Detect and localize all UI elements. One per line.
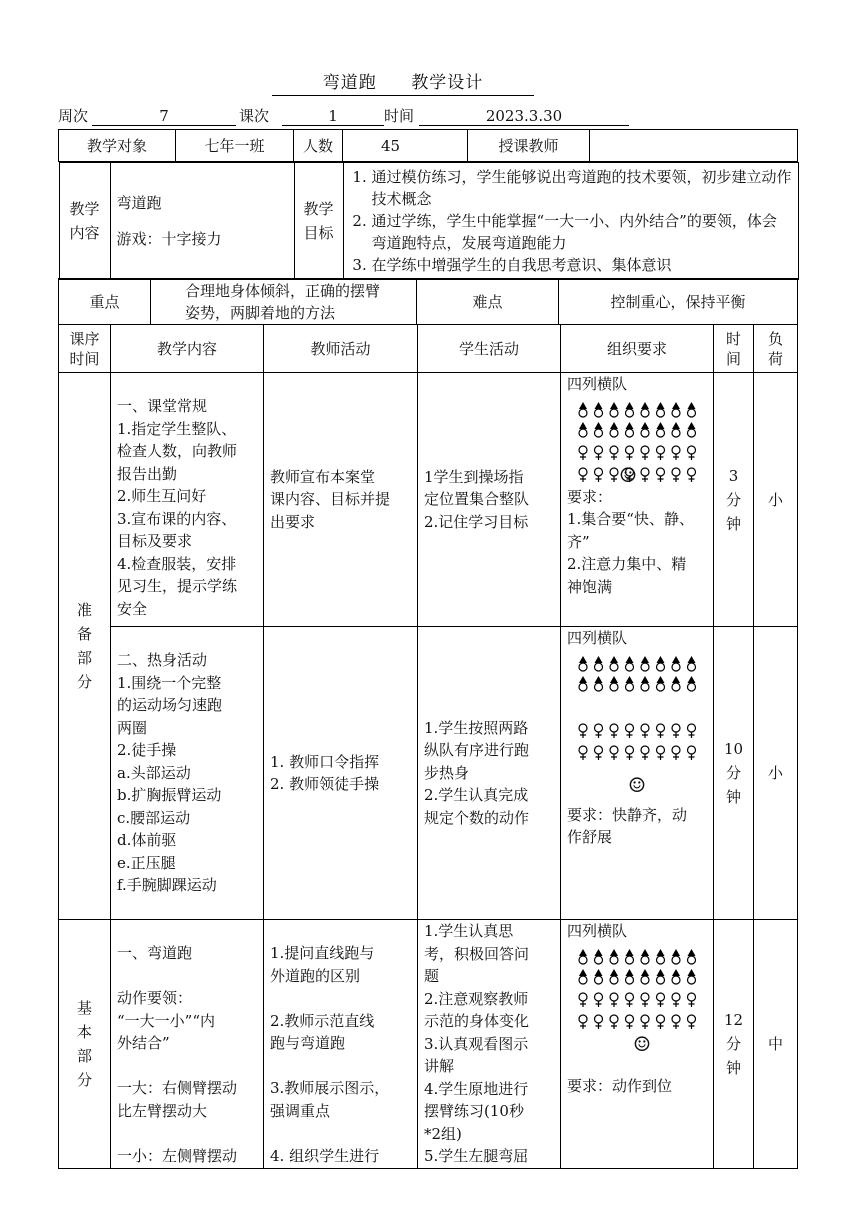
- content-line: 比左臂摆动大: [117, 1101, 208, 1120]
- student-figure-icon: [657, 402, 665, 417]
- student-figure-icon: [579, 676, 587, 691]
- teacher-line: 2.教师示范直线: [270, 1011, 375, 1030]
- formation-diagram: [575, 400, 707, 486]
- col-time-text: 时间: [725, 329, 741, 368]
- goal-item: 1. 通过模仿练习，学生能够说出弯道跑的技术要领，初步建立动作技术概念: [372, 166, 792, 210]
- student-figure-icon: [626, 949, 634, 964]
- student-figure-icon: [610, 402, 618, 417]
- student-figure-icon: [626, 676, 634, 691]
- student-figure-icon: [595, 949, 603, 964]
- lesson-table: [58, 324, 798, 1169]
- student-figure-down-icon: [595, 446, 603, 460]
- student-figure-icon: [595, 656, 603, 671]
- student-figure-icon: [672, 422, 680, 437]
- student-figure-icon: [626, 969, 634, 984]
- content-line: b.扩胸振臂运动: [117, 786, 222, 805]
- org-line: 要求：: [567, 487, 613, 506]
- student-figure-down-icon: [688, 746, 696, 760]
- formation-diagram: [575, 947, 707, 1033]
- difficulty-value: 控制重心，保持平衡: [559, 279, 798, 325]
- org-line: 2.注意力集中、精: [567, 555, 687, 573]
- student-line: 4.学生原地进行: [424, 1079, 529, 1098]
- student-figure-icon: [595, 402, 603, 417]
- content-line: [117, 1122, 257, 1145]
- time-label: 时间: [384, 107, 415, 125]
- student-line: 考，积极回答问: [424, 944, 530, 963]
- student-figure-icon: [672, 969, 680, 984]
- row3-time: [714, 920, 754, 1169]
- student-figure-icon: [688, 656, 696, 671]
- content-item: 游戏：十字接力: [116, 230, 222, 248]
- student-figure-icon: [672, 676, 680, 691]
- row3-student: [418, 920, 561, 1169]
- student-figure-down-icon: [672, 993, 680, 1007]
- student-figure-down-icon: [626, 993, 634, 1007]
- teacher-value: [590, 130, 798, 162]
- student-figure-icon: [610, 969, 618, 984]
- goal-item: 2. 通过学练，学生中能掌握“一大一小、内外结合”的要领，体会弯道跑特点，发展弯道跑能力: [372, 210, 792, 254]
- content-line: 的运动场匀速跑: [117, 696, 223, 715]
- student-figure-icon: [688, 402, 696, 417]
- teacher-label: 授课教师: [468, 130, 590, 162]
- student-figure-icon: [657, 656, 665, 671]
- teacher-line: [270, 1122, 411, 1145]
- row1-content: [111, 373, 264, 627]
- student-figure-down-icon: [610, 746, 618, 760]
- key-table: [58, 278, 798, 325]
- col-org: 组织要求: [561, 325, 714, 373]
- student-figure-icon: [657, 949, 665, 964]
- teacher-line: 1. 教师口令指挥: [270, 752, 380, 771]
- row1-load: 小: [754, 373, 798, 627]
- student-figure-down-icon: [626, 746, 634, 760]
- content-line: e.正压腿: [117, 853, 176, 872]
- student-figure-down-icon: [672, 724, 680, 738]
- student-figure-icon: [641, 969, 649, 984]
- student-figure-down-icon: [610, 724, 618, 738]
- goals-list: [350, 166, 792, 276]
- info-table: [58, 129, 798, 280]
- student-figure-down-icon: [641, 746, 649, 760]
- time-value: 2023.3.30: [419, 104, 629, 126]
- time-text: 3分钟: [725, 466, 741, 533]
- row1-teacher: [264, 373, 418, 627]
- goal-item: 3. 在学练中增强学生的自我思考意识、集体意识: [372, 254, 792, 276]
- time-text: 10分钟: [723, 740, 744, 806]
- row2-content: [111, 627, 264, 920]
- student-figure-down-icon: [688, 993, 696, 1007]
- section-basic: [59, 920, 111, 1169]
- row3-teacher: [264, 920, 418, 1169]
- teacher-line: 强调重点: [270, 1101, 331, 1120]
- col-teacher: 教师活动: [264, 325, 418, 373]
- row1-time: [714, 373, 754, 627]
- student-figure-icon: [626, 422, 634, 437]
- content-line: 两圈: [117, 718, 148, 737]
- col-load: [754, 325, 798, 373]
- content-line: d.体前驱: [117, 831, 177, 850]
- student-figure-icon: [657, 969, 665, 984]
- row3-load: 中: [754, 920, 798, 1169]
- student-figure-down-icon: [595, 1015, 603, 1029]
- student-figure-icon: [657, 676, 665, 691]
- count-label: 人数: [294, 130, 343, 162]
- student-figure-down-icon: [657, 1015, 665, 1029]
- student-figure-icon: [595, 969, 603, 984]
- row2-time: [714, 627, 754, 920]
- student-figure-down-icon: [579, 724, 587, 738]
- org-line: 作舒展: [567, 828, 613, 846]
- org-title: 四列横队: [567, 629, 628, 647]
- teacher-line: 外道跑的区别: [270, 966, 361, 985]
- difficulty-label: 难点: [417, 279, 559, 325]
- student-figure-icon: [657, 422, 665, 437]
- col-load-text: 负荷: [767, 329, 783, 368]
- teacher-line: [270, 987, 411, 1010]
- content-line: 安全: [117, 599, 148, 618]
- lesson-label: 课次: [239, 107, 270, 125]
- content-goal-table: [59, 162, 799, 280]
- student-figure-icon: [626, 656, 634, 671]
- student-figure-icon: [595, 676, 603, 691]
- student-figure-down-icon: [626, 724, 634, 738]
- student-figure-icon: [688, 949, 696, 964]
- student-figure-icon: [610, 422, 618, 437]
- student-figure-icon: [672, 402, 680, 417]
- content-line: 目标及要求: [117, 532, 193, 550]
- teacher-line: 4. 组织学生进行: [270, 1146, 380, 1165]
- student-line: 定位置集合整队: [424, 490, 530, 509]
- time-text: 12分钟: [723, 1010, 744, 1077]
- student-figure-icon: [579, 969, 587, 984]
- section-prep-text: 准备部分: [76, 601, 92, 691]
- student-figure-down-icon: [641, 993, 649, 1007]
- student-figure-down-icon: [672, 1015, 680, 1029]
- content-line: 1.指定学生整队、: [117, 419, 237, 438]
- content-line: 见习生，提示学练: [117, 577, 238, 595]
- student-figure-down-icon: [595, 993, 603, 1007]
- content-items: [110, 163, 294, 280]
- row1-org: [561, 373, 714, 627]
- student-figure-down-icon: [641, 724, 649, 738]
- content-line: 一大：右侧臂摆动: [117, 1079, 238, 1097]
- student-figure-down-icon: [672, 746, 680, 760]
- teacher-line: 跑与弯道跑: [270, 1034, 346, 1052]
- student-figure-icon: [579, 949, 587, 964]
- count-value: 45: [343, 130, 468, 162]
- target-value: 七年一班: [176, 130, 294, 162]
- student-line: 讲解: [424, 1057, 455, 1075]
- student-figure-icon: [688, 969, 696, 984]
- content-line: 2.徒手操: [117, 741, 177, 760]
- student-figure-icon: [610, 949, 618, 964]
- student-figure-icon: [610, 676, 618, 691]
- student-line: 示范的身体变化: [424, 1012, 530, 1030]
- week-value: 7: [92, 104, 236, 126]
- content-line: 3.宣布课的内容、: [117, 509, 237, 528]
- student-figure-icon: [641, 422, 649, 437]
- student-line: 纵队有序进行跑: [424, 741, 530, 760]
- student-figure-icon: [579, 422, 587, 437]
- student-figure-down-icon: [626, 446, 634, 460]
- student-figure-down-icon: [672, 446, 680, 460]
- student-figure-down-icon: [579, 1015, 587, 1029]
- student-figure-icon: [688, 422, 696, 437]
- student-line: 5.学生左腿弯屈: [424, 1147, 529, 1165]
- student-figure-icon: [626, 402, 634, 417]
- student-line: *2组): [424, 1124, 462, 1143]
- content-line: 外结合”: [117, 1034, 170, 1052]
- student-figure-down-icon: [657, 993, 665, 1007]
- row2-student: [418, 627, 561, 920]
- document-title: [272, 70, 534, 96]
- goal-label: [294, 163, 343, 280]
- student-line: 2.记住学习目标: [424, 512, 529, 531]
- student-figure-down-icon: [595, 724, 603, 738]
- goals-cell: [343, 163, 798, 280]
- week-label: 周次: [58, 107, 89, 125]
- student-figure-icon: [610, 656, 618, 671]
- title-topic: 弯道跑: [322, 73, 377, 93]
- student-figure-icon: [672, 656, 680, 671]
- row1-student: [418, 373, 561, 627]
- col-order-text: 课序时间: [69, 329, 100, 368]
- student-figure-down-icon: [626, 1015, 634, 1029]
- smiley-face-icon: ☺: [628, 772, 646, 797]
- teacher-line: [270, 1055, 411, 1078]
- org-line: 神饱满: [567, 577, 613, 596]
- student-figure-icon: [641, 949, 649, 964]
- student-figure-down-icon: [657, 746, 665, 760]
- student-figure-down-icon: [595, 746, 603, 760]
- org-title: 四列横队: [567, 922, 628, 940]
- row3-org: [561, 920, 714, 1169]
- content-line: 报告出勤: [117, 464, 178, 483]
- teacher-line: 出要求: [270, 512, 316, 531]
- student-figure-down-icon: [641, 1015, 649, 1029]
- content-line: 1.围绕一个完整: [117, 673, 222, 692]
- meta-line: [58, 104, 798, 128]
- row2-org: [561, 627, 714, 920]
- teacher-line: 教师宣布本案堂: [270, 467, 376, 486]
- section-basic-text: 基本部分: [76, 998, 92, 1089]
- student-figure-icon: [641, 656, 649, 671]
- org-line: 1.集合要“快、静、: [567, 510, 694, 528]
- student-figure-down-icon: [688, 1015, 696, 1029]
- content-line: [117, 1055, 257, 1078]
- content-line: c.腰部运动: [117, 808, 191, 827]
- student-figure-down-icon: [610, 993, 618, 1007]
- content-line: 4.检查服装，安排: [117, 554, 237, 573]
- content-label: [59, 163, 110, 280]
- student-figure-icon: [672, 949, 680, 964]
- content-line: [117, 965, 257, 988]
- smiley-face-icon: ☺: [619, 462, 637, 487]
- content-line: f.手腕脚踝运动: [117, 876, 217, 895]
- content-line: 一、弯道跑: [117, 944, 193, 962]
- student-figure-down-icon: [610, 1015, 618, 1029]
- student-figure-down-icon: [579, 993, 587, 1007]
- col-order: [59, 325, 111, 373]
- org-line: 齐”: [567, 532, 590, 551]
- content-line: 二、热身活动: [117, 651, 208, 670]
- title-suffix: 教学设计: [411, 73, 484, 93]
- student-line: 2.注意观察教师: [424, 989, 529, 1008]
- org-title: 四列横队: [567, 375, 628, 393]
- row2-load: 小: [754, 627, 798, 920]
- org-line: 要求：动作到位: [567, 1076, 673, 1095]
- student-figure-down-icon: [579, 446, 587, 460]
- student-figure-icon: [641, 402, 649, 417]
- student-line: 步热身: [424, 763, 470, 782]
- teacher-line: 3.教师展示图示，: [270, 1079, 390, 1097]
- content-line: 2.师生互问好: [117, 487, 207, 505]
- row2-teacher: [264, 627, 418, 920]
- smiley-face-icon: ☺: [633, 1031, 651, 1056]
- student-figure-down-icon: [688, 446, 696, 460]
- teacher-line: 2. 教师领徒手操: [270, 775, 380, 793]
- content-line: 一小：左侧臂摆动: [117, 1146, 238, 1165]
- student-figure-down-icon: [610, 446, 618, 460]
- student-figure-icon: [595, 422, 603, 437]
- focus-label: 重点: [59, 279, 151, 325]
- focus-value: 合理地身体倾斜，正确的摆臂姿势，两脚着地的方法: [151, 279, 417, 325]
- student-line: 3.认真观看图示: [424, 1034, 529, 1053]
- student-figure-icon: [579, 656, 587, 671]
- student-line: 1.学生按照两路: [424, 718, 529, 737]
- student-line: 规定个数的动作: [424, 808, 530, 827]
- student-figure-down-icon: [657, 446, 665, 460]
- student-figure-icon: [579, 402, 587, 417]
- col-time: [714, 325, 754, 373]
- student-line: 1.学生认真思: [424, 922, 514, 940]
- teacher-line: 1.提问直线跑与: [270, 944, 375, 962]
- student-figure-icon: [688, 676, 696, 691]
- student-figure-down-icon: [657, 724, 665, 738]
- content-line: a.头部运动: [117, 763, 191, 782]
- target-label: 教学对象: [59, 130, 176, 162]
- content-line: 动作要领：: [117, 989, 193, 1007]
- student-line: 1学生到操场指: [424, 467, 524, 486]
- student-figure-icon: [641, 676, 649, 691]
- student-line: 摆臂练习(10秒: [424, 1102, 524, 1120]
- lesson-value: 1: [282, 104, 384, 126]
- content-line: 一、课堂常规: [117, 397, 208, 415]
- content-item: 弯道跑: [116, 194, 162, 212]
- student-figure-down-icon: [641, 446, 649, 460]
- row3-content: [111, 920, 264, 1169]
- col-student: 学生活动: [418, 325, 561, 373]
- col-content: 教学内容: [111, 325, 264, 373]
- student-figure-down-icon: [688, 724, 696, 738]
- content-line: 检查人数，向教师: [117, 442, 238, 460]
- content-line: “一大一小”“内: [117, 1011, 216, 1030]
- content-label-text: 教学内容: [69, 200, 100, 242]
- goal-label-text: 教学目标: [303, 200, 334, 242]
- section-prep: [59, 373, 111, 920]
- student-line: 2.学生认真完成: [424, 786, 529, 805]
- student-figure-down-icon: [579, 746, 587, 760]
- org-line: 要求：快静齐，动: [567, 805, 688, 824]
- formation-diagram: [575, 654, 707, 772]
- teacher-line: 课内容、目标并提: [270, 490, 391, 509]
- student-line: 题: [424, 967, 440, 985]
